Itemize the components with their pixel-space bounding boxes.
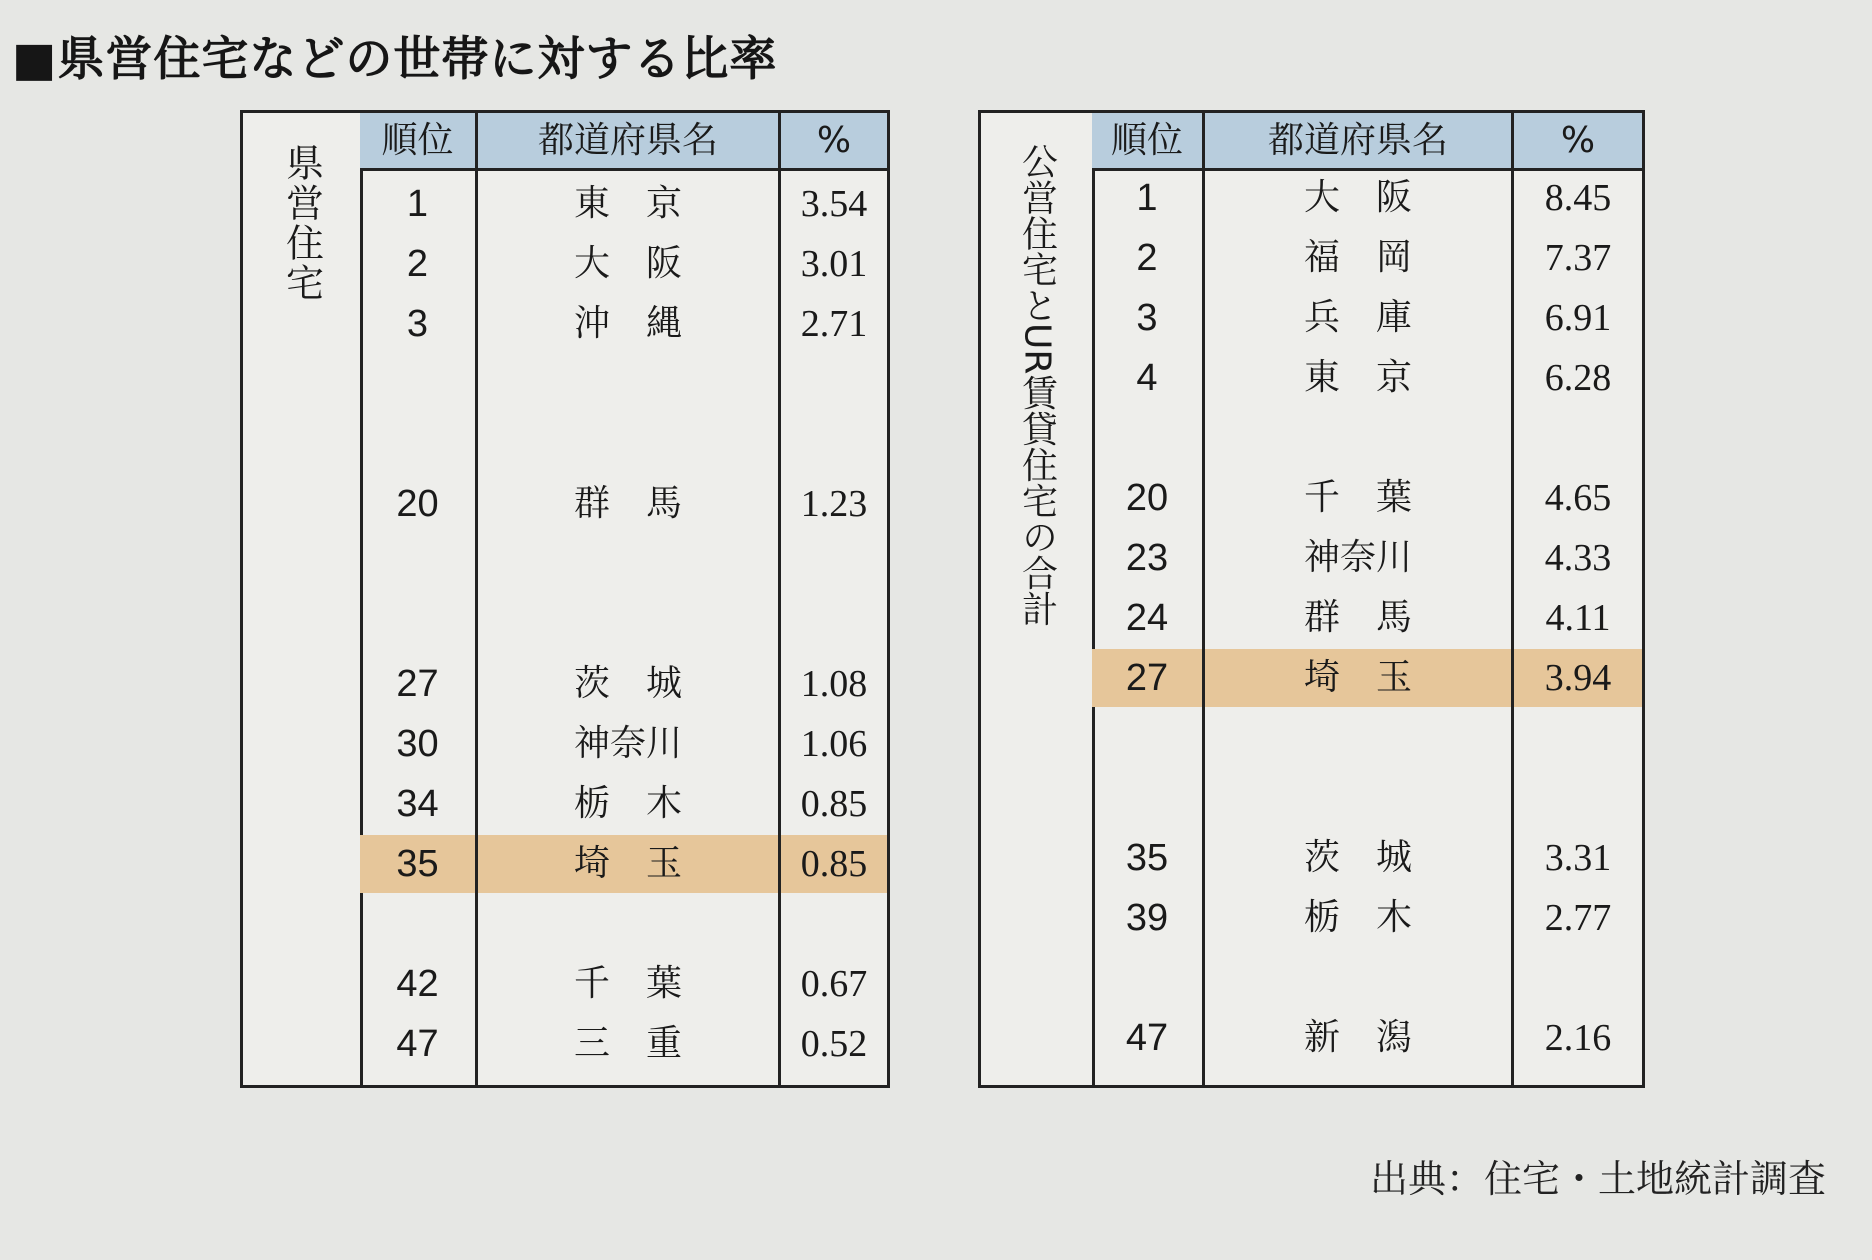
rank-cell: 35 (1125, 837, 1169, 879)
rank-cell: 27 (396, 663, 439, 705)
table-row (1092, 348, 1642, 408)
table-row (1092, 588, 1642, 648)
prefecture-cell: 神奈川 (573, 723, 682, 764)
prefecture-cell: 東 京 (1303, 357, 1412, 398)
right-side-label-column (981, 113, 1095, 1085)
right-header-prefecture: 都道府県名 (1267, 120, 1448, 161)
percent-cell: 3.54 (800, 183, 868, 225)
rank-cell: 24 (1125, 597, 1169, 639)
percent-cell: 0.85 (800, 783, 868, 825)
table-row (360, 474, 887, 534)
rank-cell: 42 (396, 963, 439, 1005)
percent-cell: 4.65 (1544, 477, 1612, 519)
prefecture-cell: 千 葉 (573, 963, 682, 1004)
right-grid (1092, 113, 1642, 1085)
table-row (360, 294, 887, 354)
prefecture-cell: 栃 木 (1303, 897, 1412, 938)
table-row (360, 1014, 887, 1074)
rank-cell: 2 (406, 243, 429, 285)
rank-cell: 39 (1125, 897, 1169, 939)
rank-cell: 1 (1136, 177, 1158, 219)
prefecture-cell: 東 京 (573, 183, 682, 224)
percent-cell: 3.01 (800, 243, 868, 285)
percent-cell: 0.67 (800, 963, 868, 1005)
percent-cell: 4.11 (1545, 597, 1611, 639)
left-table (240, 110, 890, 1088)
prefecture-cell: 栃 木 (573, 783, 682, 824)
table-row (360, 954, 887, 1014)
table-row (360, 774, 887, 834)
prefecture-cell: 沖 縄 (573, 303, 682, 344)
rank-cell: 2 (1136, 237, 1158, 279)
prefecture-cell: 埼 玉 (1303, 657, 1412, 698)
percent-cell: 1.06 (800, 723, 868, 765)
percent-cell: 6.28 (1544, 357, 1612, 399)
rank-cell: 27 (1125, 657, 1169, 699)
prefecture-cell: 兵 庫 (1303, 297, 1412, 338)
right-side-label: 公営住宅とUR賃貸住宅の合計 (1016, 143, 1058, 627)
rank-cell: 34 (396, 783, 439, 825)
table-row (360, 174, 887, 234)
prefecture-cell: 群 馬 (1303, 597, 1412, 638)
prefecture-cell: 大 阪 (1303, 177, 1412, 218)
percent-cell: 3.31 (1544, 837, 1612, 879)
percent-cell: 0.52 (800, 1023, 868, 1065)
table-row (360, 234, 887, 294)
table-row (1092, 168, 1642, 228)
percent-cell: 2.16 (1544, 1017, 1612, 1059)
table-row (360, 834, 887, 894)
rank-cell: 3 (1136, 297, 1158, 339)
percent-cell: 8.45 (1544, 177, 1612, 219)
table-row (1092, 648, 1642, 708)
table-row (1092, 888, 1642, 948)
percent-cell: 4.33 (1544, 537, 1612, 579)
left-grid (360, 113, 887, 1085)
rank-cell: 30 (396, 723, 439, 765)
prefecture-cell: 茨 城 (573, 663, 682, 704)
percent-cell: 2.71 (800, 303, 868, 345)
rank-cell: 20 (1125, 477, 1169, 519)
table-row (1092, 828, 1642, 888)
percent-cell: 2.77 (1544, 897, 1612, 939)
table-row (1092, 288, 1642, 348)
source-note: 出典：住宅・土地統計調査 (1369, 1157, 1826, 1201)
percent-cell: 1.23 (800, 483, 868, 525)
table-row (360, 714, 887, 774)
rank-cell: 47 (1125, 1017, 1169, 1059)
prefecture-cell: 福 岡 (1303, 237, 1412, 278)
page-title: ■県営住宅などの世帯に対する比率 (12, 32, 778, 87)
prefecture-cell: 神奈川 (1303, 537, 1412, 578)
rank-cell: 4 (1136, 357, 1158, 399)
rank-cell: 35 (396, 843, 439, 885)
right-header-percent: % (1560, 120, 1596, 161)
rank-cell: 1 (406, 183, 429, 225)
percent-cell: 1.08 (800, 663, 868, 705)
rank-cell: 3 (406, 303, 429, 345)
rank-cell: 47 (396, 1023, 439, 1065)
table-row (1092, 528, 1642, 588)
right-divider-1 (1202, 113, 1205, 1085)
left-divider-2 (778, 113, 781, 1085)
right-table (978, 110, 1645, 1088)
right-divider-2 (1511, 113, 1514, 1085)
left-header-rank: 順位 (381, 120, 454, 161)
prefecture-cell: 大 阪 (573, 243, 682, 284)
prefecture-cell: 千 葉 (1303, 477, 1412, 518)
prefecture-cell: 埼 玉 (573, 843, 682, 884)
left-side-label: 県営住宅 (279, 143, 324, 303)
percent-cell: 0.85 (800, 843, 868, 885)
left-side-label-column (243, 113, 363, 1085)
percent-cell: 6.91 (1544, 297, 1612, 339)
prefecture-cell: 茨 城 (1303, 837, 1412, 878)
right-header-row (1092, 113, 1642, 171)
left-header-prefecture: 都道府県名 (537, 120, 718, 161)
percent-cell: 3.94 (1544, 657, 1612, 699)
rank-cell: 20 (396, 483, 439, 525)
table-row (1092, 468, 1642, 528)
rank-cell: 23 (1125, 537, 1169, 579)
prefecture-cell: 三 重 (573, 1023, 682, 1064)
left-header-percent: % (816, 120, 852, 161)
table-row (360, 654, 887, 714)
table-row (1092, 1008, 1642, 1068)
prefecture-cell: 新 潟 (1303, 1017, 1412, 1058)
left-divider-1 (475, 113, 478, 1085)
left-header-row (360, 113, 887, 171)
table-row (1092, 228, 1642, 288)
percent-cell: 7.37 (1544, 237, 1612, 279)
right-header-rank: 順位 (1110, 120, 1183, 161)
prefecture-cell: 群 馬 (573, 483, 682, 524)
